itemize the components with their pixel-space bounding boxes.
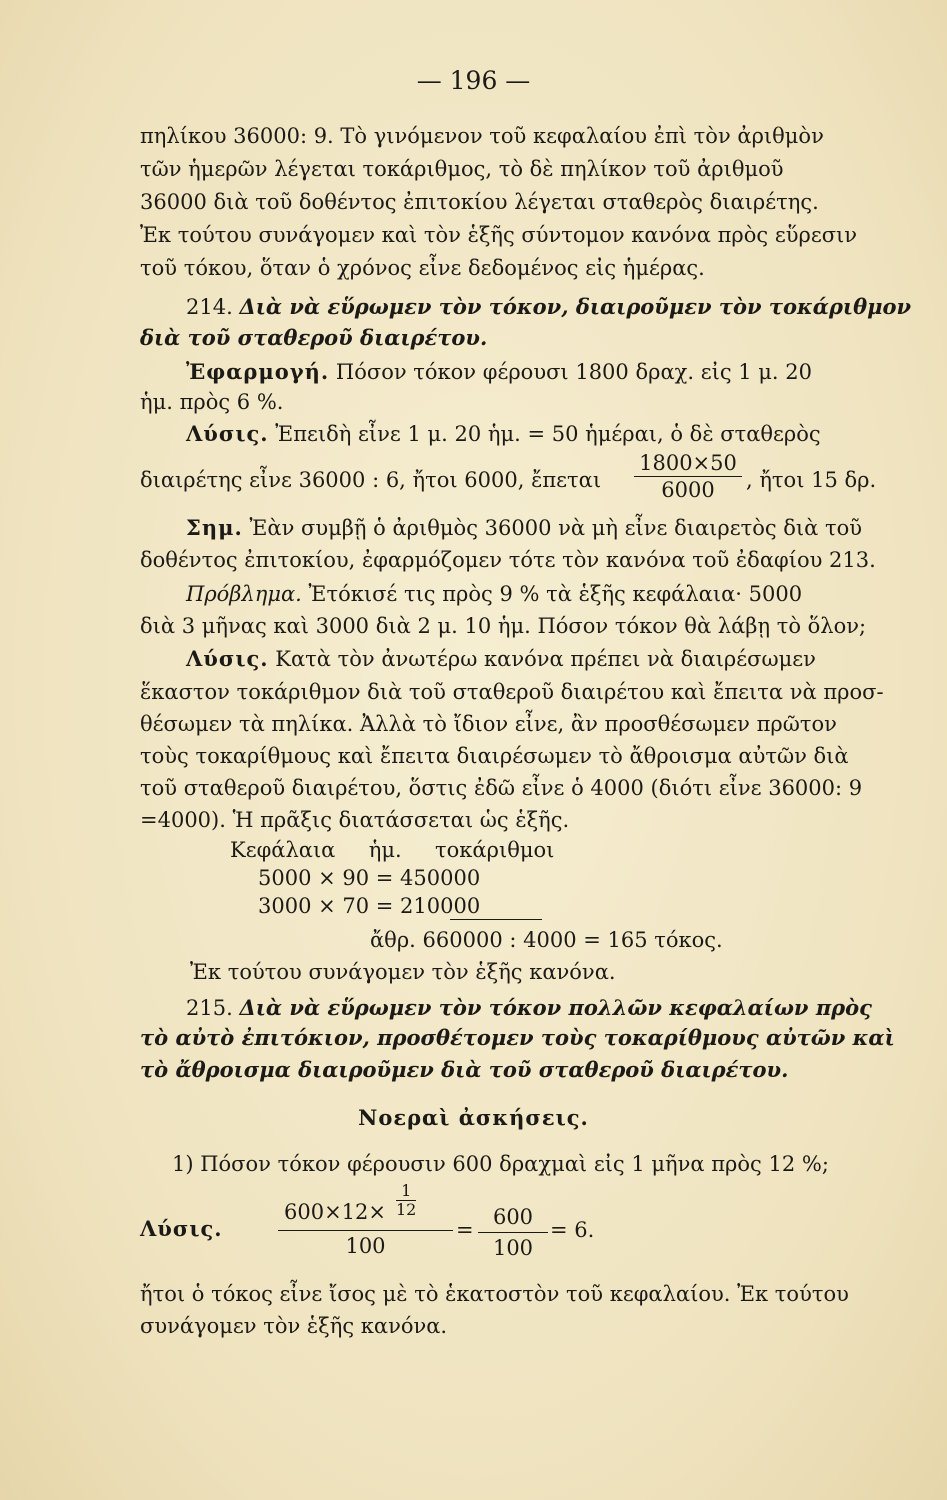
inner-denominator: 12	[396, 1200, 417, 1219]
rule-number: 214.	[186, 295, 233, 319]
problem-line	[186, 580, 902, 608]
inner-numerator: 1	[396, 1182, 416, 1201]
table-header	[230, 836, 554, 864]
solution-text: Ἐπειδὴ εἶνε 1 μ. 20 ἡμ. = 50 ἡμέραι, ὁ δὲ σταθερὸς	[275, 422, 821, 446]
note-line	[186, 514, 902, 542]
text-line: δοθέντος ἐπιτοκίου, ἐφαρμόζομεν τότε τὸν κανόνα τοῦ ἐδαφίου 213.	[140, 548, 876, 572]
text-line: συνάγομεν τὸν ἑξῆς κανόνα.	[140, 1314, 448, 1338]
solution-line	[186, 645, 902, 673]
inner-fraction	[396, 1182, 416, 1219]
solution-heading	[140, 1215, 240, 1243]
text-line: ἕκαστον τοκάριθμον διὰ τοῦ σταθεροῦ διαιρέτου καὶ ἔπειτα νὰ προσ-	[140, 680, 884, 704]
fraction-numerator: 1800×50	[634, 450, 742, 477]
table-row: 5000 × 90 = 450000	[258, 866, 481, 890]
exercise-question: 1) Πόσον τόκον φέρουσιν 600 δραχμαὶ εἰς 1 μῆνα πρὸς 12 %;	[172, 1152, 829, 1176]
rule-text: τὸ ἄθροισμα διαιροῦμεν διὰ τοῦ σταθεροῦ διαιρέτου.	[140, 1057, 789, 1082]
text-line: τοῦ τόκου, ὅταν ὁ χρόνος εἶνε δεδομένος εἰς ἡμέρας.	[140, 256, 705, 280]
numerator-text: 600×12×	[284, 1200, 386, 1224]
text-line: =4000). Ἡ πρᾶξις διατάσσεται ὡς ἑξῆς.	[140, 808, 570, 832]
fraction	[634, 450, 742, 503]
fraction-denominator: 6000	[661, 478, 715, 502]
text-line: Ἐκ τούτου συνάγομεν τὸν ἑξῆς κανόνα.	[190, 960, 616, 984]
text-line: διὰ 3 μῆνας καὶ 3000 διὰ 2 μ. 10 ἡμ. Πόσον τόκον θὰ λάβῃ τὸ ὅλον;	[140, 614, 867, 638]
problem-text: Ἐτόκισέ τις πρὸς 9 % τὰ ἑξῆς κεφάλαια· 5000	[308, 582, 803, 606]
text-line: τοὺς τοκαρίθμους καὶ ἔπειτα διαιρέσωμεν τὸ ἄθροισμα αὐτῶν διὰ	[140, 744, 849, 768]
main-fraction-numerator	[278, 1182, 453, 1231]
page-number: — 196 —	[416, 66, 531, 95]
text-line: διαιρέτης εἶνε 36000 : 6, ἤτοι 6000, ἔπεται	[140, 468, 602, 492]
solution-heading: Λύσις.	[186, 421, 269, 446]
solution-heading: Λύσις.	[186, 646, 269, 671]
main-fraction	[278, 1182, 453, 1261]
col-header: ἡμ.	[368, 838, 402, 862]
fraction	[478, 1202, 548, 1263]
rule-214	[186, 293, 912, 321]
text-line: ἤτοι ὁ τόκος εἶνε ἴσος μὲ τὸ ἑκατοστὸν τοῦ κεφαλαίου. Ἐκ τούτου	[140, 1282, 849, 1306]
result: = 6.	[550, 1218, 595, 1242]
rule-215	[186, 994, 902, 1022]
application-line	[186, 358, 902, 386]
rule-text: τὸ αὐτὸ ἐπιτόκιον, προσθέτομεν τοὺς τοκαρίθμους αὐτῶν καὶ	[140, 1025, 895, 1050]
text-line: πηλίκου 36000: 9. Τὸ γινόμενον τοῦ κεφαλαίου ἐπὶ τὸν ἀριθμὸν	[140, 124, 824, 148]
section-title: Νοεραὶ ἀσκήσεις.	[358, 1105, 589, 1130]
text-line: τοῦ σταθεροῦ διαιρέτου, ὅστις ἐδῶ εἶνε ὁ 4000 (διότι εἶνε 36000: 9	[140, 776, 863, 800]
text-line: θέσωμεν τὰ πηλίκα. Ἀλλὰ τὸ ἴδιον εἶνε, ἂν προσθέσωμεν πρῶτον	[140, 712, 837, 736]
note-heading: Σημ.	[186, 515, 243, 540]
solution-heading-text: Λύσις.	[140, 1216, 223, 1241]
table-sum: ἄθρ. 660000 : 4000 = 165 τόκος.	[370, 928, 723, 952]
col-header: τοκάριθμοι	[435, 838, 555, 862]
text-line: , ἤτοι 15 δρ.	[746, 468, 877, 492]
text-line: ἡμ. πρὸς 6 %.	[140, 390, 284, 414]
rule-number: 215.	[186, 996, 233, 1020]
rule-text: διὰ τοῦ σταθεροῦ διαιρέτου.	[140, 325, 488, 350]
rule-text: Διὰ νὰ εὕρωμεν τὸν τόκον, διαιροῦμεν τὸν τοκάριθμον	[239, 294, 912, 319]
text-line: Ἐκ τούτου συνάγομεν καὶ τὸν ἑξῆς σύντομον κανόνα πρὸς εὕρεσιν	[140, 223, 858, 247]
application-heading: Ἐφαρμογή.	[186, 359, 330, 384]
problem-heading: Πρόβλημα.	[186, 582, 302, 606]
col-header: Κεφάλαια	[230, 838, 336, 862]
rule-text: Διὰ νὰ εὕρωμεν τὸν τόκον πολλῶν κεφαλαίων πρὸς	[239, 995, 872, 1020]
application-text: Πόσον τόκον φέρουσι 1800 δραχ. εἰς 1 μ. 20	[335, 360, 813, 384]
table-row: 3000 × 70 = 210000	[258, 894, 481, 918]
sum-rule-line	[450, 919, 542, 920]
equals-sign: =	[456, 1218, 474, 1242]
solution-line	[186, 420, 902, 448]
fraction-denominator: 100	[492, 1236, 534, 1260]
text-line: 36000 διὰ τοῦ δοθέντος ἐπιτοκίου λέγεται σταθερὸς διαιρέτης.	[140, 190, 819, 214]
fraction-numerator: 600	[478, 1202, 548, 1233]
main-fraction-denominator: 100	[345, 1234, 386, 1258]
note-text: Ἐὰν συμβῇ ὁ ἀριθμὸς 36000 νὰ μὴ εἶνε διαιρετὸς διὰ τοῦ	[249, 516, 863, 540]
solution-text: Κατὰ τὸν ἀνωτέρω κανόνα πρέπει νὰ διαιρέσωμεν	[275, 647, 816, 671]
text-line: τῶν ἡμερῶν λέγεται τοκάριθμος, τὸ δὲ πηλίκον τοῦ ἀριθμοῦ	[140, 157, 784, 181]
